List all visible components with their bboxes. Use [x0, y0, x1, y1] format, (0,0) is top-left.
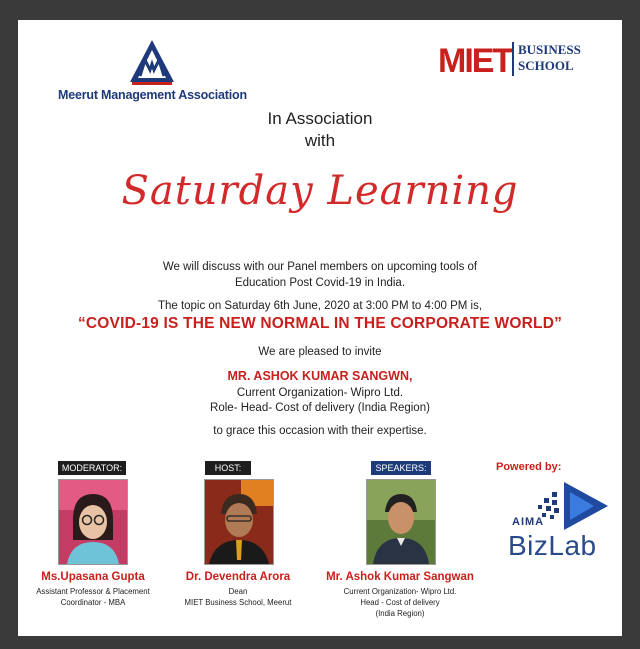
miet-logo	[436, 38, 514, 78]
moderator-name: Ms.Upasana Gupta	[41, 571, 145, 583]
powered-by-label: Powered by:	[496, 461, 562, 473]
association-line1: In Association	[267, 109, 373, 128]
business-text: BUSINESS	[518, 42, 581, 57]
school-text: SCHOOL	[518, 58, 574, 73]
host-role2: MIET Business School, Meerut	[184, 598, 292, 607]
speaker-role2: Head - Cost of delivery	[360, 598, 440, 607]
speakers-tag: SPEAKERS:	[371, 461, 431, 475]
speaker-name: Mr. Ashok Kumar Sangwan	[326, 571, 474, 583]
logo-divider	[512, 42, 514, 76]
moderator-role2: Coordinator - MBA	[60, 598, 126, 607]
intro-line2: Education Post Covid-19 in India.	[234, 277, 406, 289]
topic-intro: The topic on Saturday 6th June, 2020 at 3:00 PM to 4:00 PM is,	[157, 300, 483, 312]
association-block	[18, 108, 622, 152]
speaker-role1: Current Organization- Wipro Ltd.	[343, 587, 457, 596]
guest-role: Role- Head- Cost of delivery (India Region)	[210, 402, 430, 414]
guest-name: MR. ASHOK KUMAR SANGWN,	[227, 369, 413, 383]
event-poster	[18, 20, 622, 636]
speaker-role3: (India Region)	[375, 609, 425, 618]
invite-closing: to grace this occasion with their expertise.	[213, 425, 427, 437]
moderator-tag: MODERATOR:	[58, 461, 126, 475]
aima-text: AIMA	[512, 516, 545, 528]
bizlab-text: BizLab	[508, 530, 597, 561]
event-title: Saturday Learning	[121, 168, 519, 214]
miet-wordmark-icon	[436, 38, 514, 78]
association-line2: with	[304, 131, 336, 150]
host-role1: Dean	[228, 587, 248, 596]
org-name: Meerut Management Association	[58, 88, 247, 102]
speaker-photo	[366, 479, 436, 565]
topic-headline: “COVID-19 IS THE NEW NORMAL IN THE CORPORATE WORLD”	[77, 315, 563, 332]
business-school-text	[518, 42, 581, 74]
mma-logo-icon	[128, 38, 176, 86]
miet-wordmark: MIET	[438, 42, 512, 78]
moderator-photo	[58, 479, 128, 565]
guest-org: Current Organization- Wipro Ltd.	[236, 387, 404, 399]
host-photo	[204, 479, 274, 565]
aima-bizlab-logo-icon	[530, 478, 610, 538]
host-tag: HOST:	[205, 461, 251, 475]
intro-line1: We will discuss with our Panel members on upcoming tools of	[162, 261, 478, 273]
moderator-role1: Assistant Professor & Placement	[36, 587, 150, 596]
invite-line: We are pleased to invite	[258, 346, 382, 358]
host-name: Dr. Devendra Arora	[185, 571, 291, 583]
